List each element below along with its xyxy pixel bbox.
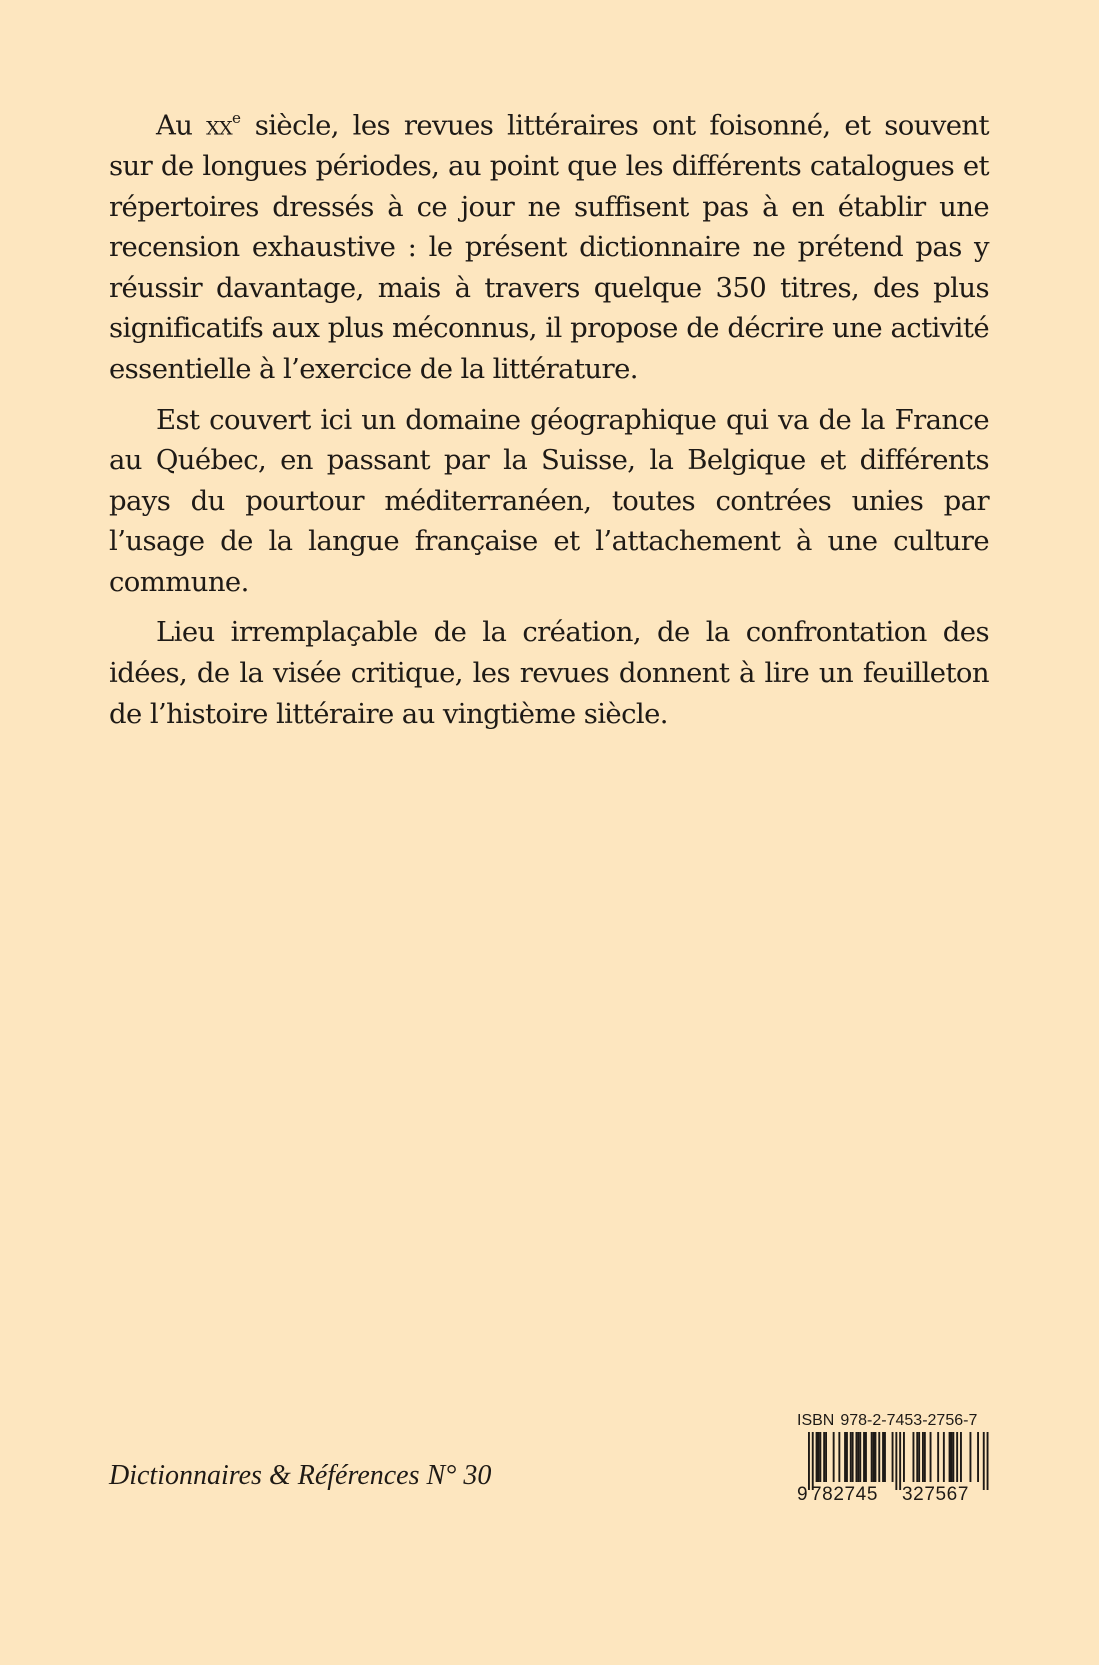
barcode-bar <box>816 1432 818 1482</box>
barcode-bar <box>903 1432 905 1482</box>
barcode-bar <box>878 1432 880 1482</box>
century-numeral: xx <box>206 109 232 142</box>
barcode-bar <box>865 1432 867 1482</box>
barcode-bar <box>844 1432 846 1482</box>
barcode-group-right: 327567 <box>902 1484 970 1505</box>
barcode-graphic <box>797 1432 993 1490</box>
barcode-bar <box>918 1432 920 1482</box>
barcode-bar <box>922 1432 924 1482</box>
barcode-bar <box>952 1432 954 1482</box>
barcode-bar <box>838 1432 840 1482</box>
barcode-bar <box>846 1432 848 1482</box>
barcode-bar <box>951 1432 953 1482</box>
barcode-bar <box>871 1432 873 1482</box>
barcode-bar <box>895 1432 897 1490</box>
barcode-bar <box>818 1432 820 1482</box>
barcode-bar <box>943 1432 945 1482</box>
blurb-paragraph-3: Lieu irremplaçable de la création, de la confrontation des idées, de la visée critique, les revues donnent à lire un feuilleton de l’histoire littéraire au vingtième siècle. <box>109 616 989 730</box>
barcode-bar <box>899 1432 901 1490</box>
isbn-barcode-block <box>797 1412 993 1508</box>
barcode-bar <box>863 1432 865 1482</box>
barcode-bar <box>857 1432 859 1482</box>
barcode-bar <box>987 1432 989 1490</box>
barcode-bar <box>873 1432 875 1482</box>
barcode-lead-digit: 9 <box>797 1484 808 1505</box>
barcode-bar <box>823 1432 825 1482</box>
barcode-bar <box>850 1432 852 1482</box>
barcode-bar <box>882 1432 884 1482</box>
barcode-bar <box>930 1432 932 1482</box>
back-cover-blurb <box>109 98 989 744</box>
barcode-bar <box>956 1432 958 1482</box>
century-superscript: e <box>232 109 241 127</box>
barcode-bar <box>852 1432 854 1482</box>
barcode-bar <box>977 1432 979 1482</box>
isbn-number: 978-2-7453-2756-7 <box>840 1412 978 1429</box>
barcode-bar <box>960 1432 962 1482</box>
barcode-bar <box>808 1432 810 1490</box>
barcode-bar <box>924 1432 926 1482</box>
barcode-bar <box>983 1432 985 1490</box>
barcode-bar <box>825 1432 827 1482</box>
barcode-bar <box>856 1432 858 1482</box>
barcode-bar <box>892 1432 894 1482</box>
barcode-bar <box>819 1432 821 1482</box>
barcode-bar <box>970 1432 972 1482</box>
barcode-bar <box>884 1432 886 1482</box>
barcode-bar <box>949 1432 951 1482</box>
barcode-group-left: 782745 <box>811 1484 879 1505</box>
barcode-bar <box>833 1432 835 1482</box>
blurb-paragraph-2: Est couvert ici un domaine géographique qui va de la France au Québec, en passant par la Suisse, la Belgique et différents pays du pourtour méditerranéen, toutes contrées unies par l’usage de la langue française et l’attachement à une culture commune. <box>109 403 989 598</box>
barcode-bar <box>913 1432 915 1482</box>
barcode-bar <box>875 1432 877 1482</box>
barcode-bar <box>812 1432 814 1490</box>
barcode-bar <box>916 1432 918 1482</box>
blurb-paragraph-1: Au $xx^e$ siècle, les revues littéraires ont foisonné, et souvent sur de longues périodes, au point que les différents catalogues et répertoires dressés à ce jour ne suffisent pas à en établir une recension exhaustive : le présent dictionnaire ne prétend pas y réussir davantage, mais à travers quelque 350 titres, des plus significatifs aux plus méconnus, il propose de décrire une activité essentielle à l’exercice de la littérature. <box>109 109 989 385</box>
collection-title: Dictionnaires & Références N° 30 <box>109 1460 492 1491</box>
barcode-bar <box>859 1432 861 1482</box>
isbn-label <box>797 1412 993 1430</box>
barcode-bar <box>937 1432 939 1482</box>
isbn-prefix: ISBN <box>797 1412 835 1429</box>
